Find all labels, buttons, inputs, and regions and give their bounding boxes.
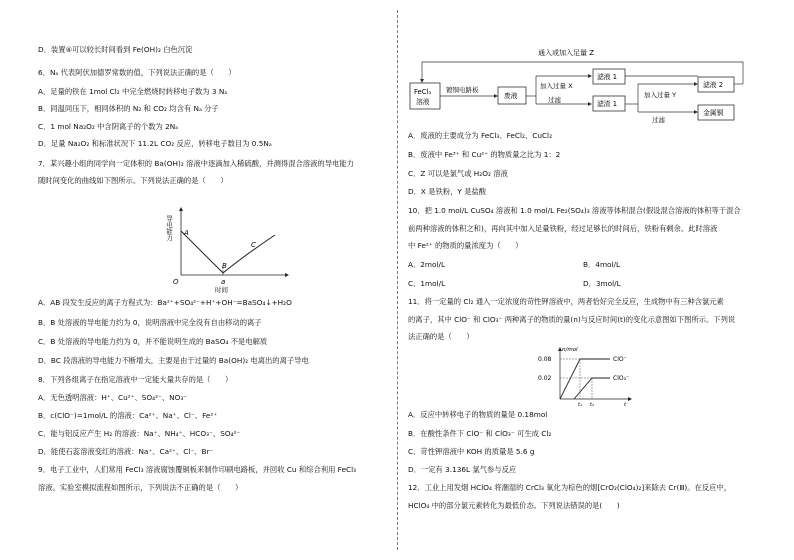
text-line-l17: D．能使石蕊溶液变红的溶液：Na⁺、Ca²⁺、Cl⁻、Br⁻ (38, 447, 214, 456)
text-line-l1: D．装置④可以较长时间看到 Fe(OH)₂ 白色沉淀 (38, 45, 193, 54)
flow-top-label: 通入或加入足量 Z (538, 49, 595, 57)
text-line-r2: B．废液中 Fe³⁺ 和 Cu²⁺ 的物质量之比为 1：2 (408, 150, 561, 159)
text-line-l13: 8．下列各组离子在指定溶液中一定能大量共存的是（ ） (38, 375, 233, 384)
metal-cu-label: 金属铜 (703, 109, 724, 117)
text-line-r9b: D．3mol/L (583, 279, 621, 288)
text-line-r14: B．在酸性条件下 ClO⁻ 和 ClO₃⁻ 可生成 Cl₂ (408, 429, 552, 438)
text-line-r11: 的离子，其中 ClO⁻ 和 ClO₃⁻ 两种离子的物质的量(n)与反应时间(t)的变化示意图如下图所示。下列说 (408, 315, 736, 324)
filtrate1-label: 滤液 1 (597, 73, 618, 81)
text-line-l9: A．AB 段发生反应的离子方程式为：Ba²⁺+SO₄²⁻+H⁺+OH⁻=BaSO₄↓+H₂O (38, 298, 292, 307)
text-line-l16: C．能与铝反应产生 H₂ 的溶液：Na⁺、NH₄⁺、HCO₃⁻、SO₄²⁻ (38, 429, 241, 438)
recycle-arrow (420, 79, 424, 83)
filtrate2-label: 滤液 2 (703, 81, 724, 89)
branch-bottom-1-head (588, 102, 592, 106)
filter1-label: 过滤 (548, 96, 561, 104)
y-axis-arrow (179, 207, 183, 211)
text-line-l3: A．足量的铁在 1mol Cl₂ 中完全燃烧时转移电子数为 3 Nₐ (38, 87, 228, 96)
x-tick-t2: t₂ (590, 402, 594, 407)
text-line-r4: D．X 是铁粉，Y 是盐酸 (408, 187, 487, 196)
text-line-r13: A．反应中转移电子的物质的量是 0.18mol (408, 410, 548, 419)
q7-conductivity-graph (165, 205, 295, 293)
text-line-r16: D．一定有 3.136L 氯气参与反应 (408, 465, 517, 474)
branch-top-1-head (588, 74, 592, 78)
x-axis-arrow (285, 273, 289, 277)
filter2-label: 过滤 (652, 116, 665, 124)
text-line-l4: B．同温同压下，相同体积的 N₂ 和 CO₂ 均含有 Nₐ 分子 (38, 104, 219, 113)
text-line-l6: D．足量 Na₂O₂ 和标准状况下 11.2L CO₂ 反应，转移电子数目为 0.5Nₐ (38, 139, 272, 148)
waste-label: 废液 (504, 92, 518, 100)
add-x-label: 加入过量 X (540, 82, 573, 90)
text-line-r12: 法正确的是（ ） (408, 332, 474, 341)
text-line-l11: C．B 处溶液的导电能力约为 0，并不能说明生成的 BaSO₄ 不是电解质 (38, 337, 268, 346)
text-line-l7: 7．某兴趣小组的同学向一定体积的 Ba(OH)₂ 溶液中逐滴加入稀硫酸，并测得混合溶液的导电能力 (38, 159, 354, 168)
fecl3-label: FeCl₃ (414, 88, 432, 96)
text-line-l19: 溶液。实验室模拟流程如图所示，下列说法不正确的是（ ） (38, 483, 243, 492)
y-axis-label: 导电能力 (165, 215, 173, 241)
branch-bottom-2-head (694, 110, 698, 114)
y-tick-002: 0.02 (538, 375, 552, 382)
text-line-l15: B．c(ClO⁻)=1mol/L 的溶液：Ca²⁺、Na⁺、Cl⁻、Fe²⁺ (38, 411, 218, 420)
origin-label: O (173, 278, 179, 286)
text-line-l5: C．1 mol Na₂O₂ 中含阴离子的个数为 2Nₐ (38, 122, 179, 131)
point-B-label: B (222, 262, 227, 270)
point-a-label: a (221, 278, 226, 286)
point-A-label: A (184, 229, 189, 237)
text-line-r5: 10．把 1.0 mol/L CuSO₄ 溶液和 1.0 mol/L Fe₂(SO₄)₃ 溶液等体积混合(假设混合溶液的体积等于混合 (408, 206, 741, 215)
series-clo3-minus-label: ClO₃⁻ (613, 375, 630, 382)
text-line-l10: B．B 处溶液的导电能力约为 0，说明溶液中完全没有自由移动的离子 (38, 318, 262, 327)
text-line-r7: 中 Fe²⁺ 的物质的量浓度为（ ） (408, 241, 523, 250)
text-line-l2: 6．Nₐ 代表阿伏加德罗常数的值，下列说法正确的是（ ） (38, 68, 236, 77)
text-line-l14: A．无色透明溶液：H⁺、Cu²⁺、SO₄²⁻、NO₃⁻ (38, 393, 188, 402)
text-line-r17: 12．工业上用发烟 HClO₄ 将潮湿的 CrCl₃ 氧化为棕色的烟[CrO₂(ClO₄)₂]来除去 Cr(Ⅲ)。在反应中， (408, 483, 732, 492)
branch-top-2-head (694, 82, 698, 86)
x-axis-arrow (628, 397, 632, 401)
conductivity-curve (181, 231, 275, 273)
text-line-l8: 随时间变化的曲线如下图所示。下列说法正确的是（ ） (38, 176, 228, 185)
text-line-l18: 9．电子工业中，人们常用 FeCl₃ 溶液腐蚀覆铜板来制作印刷电路板，并回收 Cu 和综合利用 FeCl₃ (38, 465, 357, 474)
recycle-line (422, 62, 743, 82)
text-line-r1: A．废液的主要成分为 FeCl₃、FeCl₂、CuCl₂ (408, 131, 553, 140)
fecl3-solution-label: 溶液 (416, 98, 430, 106)
text-line-r3: C．Z 可以是氯气或 H₂O₂ 溶液 (408, 169, 508, 178)
q11-n-t-graph (530, 343, 640, 407)
series-clo-minus-label: ClO⁻ (613, 356, 627, 363)
arrow-etch-head (494, 94, 498, 98)
y-tick-008: 0.08 (538, 356, 552, 363)
add-y-label: 加入过量 Y (644, 91, 677, 99)
text-line-r6: 前两种溶液的体积之和)，再向其中加入足量铁粉，经过足够长的时间后，铁粉有剩余。此时溶液 (408, 224, 718, 233)
text-line-r8a: A．2mol/L (408, 260, 446, 269)
text-line-r18: HClO₄ 中的部分氯元素转化为最低价态。下列说法错误的是( ) (408, 501, 620, 510)
residue1-label: 滤渣 1 (597, 100, 618, 108)
x-axis-label: t (624, 402, 627, 407)
etch-label: 镀铜电路板 (446, 86, 479, 94)
clo-minus-series (560, 359, 610, 399)
text-line-r9a: C．1mol/L (408, 279, 446, 288)
y-axis-label: n/mol (562, 347, 578, 353)
text-line-r10: 11．将一定量的 Cl₂ 通入一定浓度的苛性钾溶液中，两者恰好完全反应，生成物中有三种含氯元素 (408, 297, 724, 306)
q9-flow-chart (408, 44, 758, 126)
column-divider (397, 10, 398, 550)
text-line-r15: C．苛性钾溶液中 KOH 的质量是 5.6 g (408, 447, 535, 456)
x-axis-label: 时间 (215, 286, 228, 293)
point-C-label: C (251, 241, 256, 249)
text-line-l12: D．BC 段溶液的导电能力不断增大，主要是由于过量的 Ba(OH)₂ 电离出的离子导电 (38, 356, 309, 365)
x-tick-t1: t₁ (578, 402, 582, 407)
text-line-r8b: B．4mol/L (583, 260, 621, 269)
